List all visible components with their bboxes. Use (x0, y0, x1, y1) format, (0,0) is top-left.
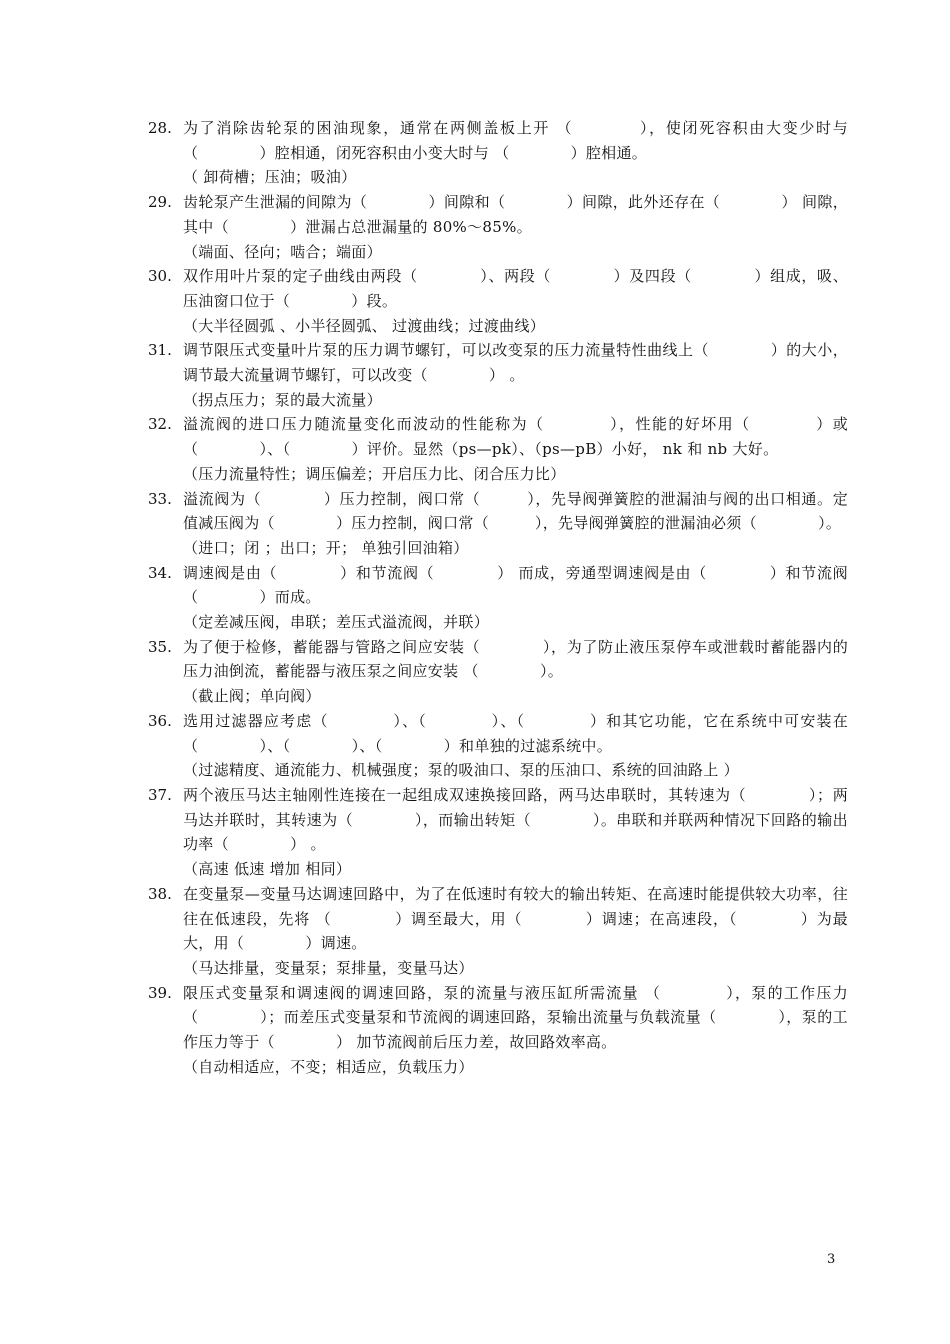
question-35 (148, 635, 848, 709)
question-number: 32. (148, 415, 172, 434)
question-text: 调速阀是由（ ）和节流阀（ ） 而成，旁通型调速阀是由（ ）和节流阀（ ）而成。 (183, 563, 848, 607)
question-list (148, 116, 848, 1079)
question-32 (148, 412, 848, 486)
question-text: 溢流阀为（ ）压力控制，阀口常（ ），先导阀弹簧腔的泄漏油与阀的出口相通。定值减压阀为（ ）压力控制，阀口常（ ），先导阀弹簧腔的泄漏油必须（ ）。 (183, 489, 848, 533)
question-number: 39. (148, 983, 172, 1002)
question-28 (148, 116, 848, 190)
question-answer: （截止阀；单向阀） (183, 687, 321, 706)
question-text: 两个液压马达主轴刚性连接在一起组成双速换接回路，两马达串联时，其转速为（ ）；两马达并联时，其转速为（ ），而输出转矩（ ）。串联和并联两种情况下回路的输出功率（ ） 。 (183, 785, 848, 854)
question-number: 35. (148, 637, 172, 656)
question-answer: （定差减压阀，串联；差压式溢流阀，并联） (183, 613, 490, 632)
question-answer: （ 卸荷槽；压油；吸油） (183, 168, 357, 187)
question-number: 28. (148, 119, 172, 137)
question-36 (148, 709, 848, 783)
question-answer: （大半径圆弧 、小半径圆弧、 过渡曲线；过渡曲线） (183, 316, 546, 335)
question-answer: （自动相适应，不变；相适应，负载压力） (183, 1057, 474, 1076)
question-number: 38. (148, 884, 172, 903)
question-31 (148, 338, 848, 412)
question-34 (148, 561, 848, 635)
question-text: 限压式变量泵和调速阀的调速回路，泵的流量与液压缸所需流量 （ ），泵的工作压力（ ）；而差压式变量泵和节流阀的调速回路，泵输出流量与负载流量（ ），泵的工作压力等于（ ） 加节流阀前后压力差，故回路效率高。 (183, 983, 848, 1052)
question-number: 33. (148, 489, 172, 508)
question-number: 37. (148, 785, 172, 804)
question-answer: （拐点压力；泵的最大流量） (183, 390, 382, 409)
question-number: 36. (148, 711, 172, 730)
question-text: 选用过滤器应考虑（ ）、（ ）、（ ）和其它功能，它在系统中可安装在（ ）、（ ）、（ ）和单独的过滤系统中。 (183, 711, 848, 755)
question-number: 30. (148, 267, 172, 286)
question-text: 在变量泵—变量马达调速回路中，为了在低速时有较大的输出转矩、在高速时能提供较大功率，往往在低速段，先将 （ ）调至最大，用（ ）调速；在高速段，（ ）为最大，用（ ）调速。 (183, 884, 848, 953)
question-30 (148, 264, 848, 338)
question-39 (148, 981, 848, 1080)
question-text: 齿轮泵产生泄漏的间隙为（ ）间隙和（ ）间隙，此外还存在（ ） 间隙，其中（ ）泄漏占总泄漏量的 80%～85%。 (183, 193, 848, 236)
question-29 (148, 190, 848, 264)
question-37 (148, 783, 848, 882)
question-answer: （高速 低速 增加 相同） (183, 860, 352, 879)
question-number: 31. (148, 341, 172, 360)
question-text: 为了便于检修，蓄能器与管路之间应安装（ ），为了防止液压泵停车或泄载时蓄能器内的压力油倒流，蓄能器与液压泵之间应安装 （ ）。 (183, 637, 848, 681)
question-answer: （进口；闭 ；出口；开； 单独引回油箱） (183, 538, 469, 557)
question-number: 34. (148, 563, 172, 582)
question-text: 双作用叶片泵的定子曲线由两段（ ）、两段（ ）及四段（ ）组成，吸、压油窗口位于（ ）段。 (183, 267, 848, 310)
question-33 (148, 487, 848, 561)
question-answer: （马达排量，变量泵；泵排量，变量马达） (183, 958, 474, 977)
page-number: 3 (827, 1252, 836, 1267)
question-answer: （压力流量特性；调压偏差；开启压力比、闭合压力比） (183, 464, 566, 483)
question-text: 溢流阀的进口压力随流量变化而波动的性能称为（ ），性能的好坏用（ ）或（ ）、（ ）评价。显然（ps—pk）、（ps—pB）小好， nk 和 nb 大好。 (183, 415, 848, 459)
question-38 (148, 882, 848, 981)
question-text: 为了消除齿轮泵的困油现象，通常在两侧盖板上开 （ ），使闭死容积由大变少时与（ ）腔相通，闭死容积由小变大时与 （ ）腔相通。 (183, 119, 848, 162)
question-number: 29. (148, 193, 172, 212)
question-text: 调节限压式变量叶片泵的压力调节螺钉，可以改变泵的压力流量特性曲线上（ ）的大小，调节最大流量调节螺钉，可以改变（ ） 。 (183, 341, 848, 385)
question-answer: （过滤精度、通流能力、机械强度；泵的吸油口、泵的压油口、系统的回油路上 ） (183, 761, 739, 780)
question-answer: （端面、径向；啮合；端面） (183, 242, 382, 261)
